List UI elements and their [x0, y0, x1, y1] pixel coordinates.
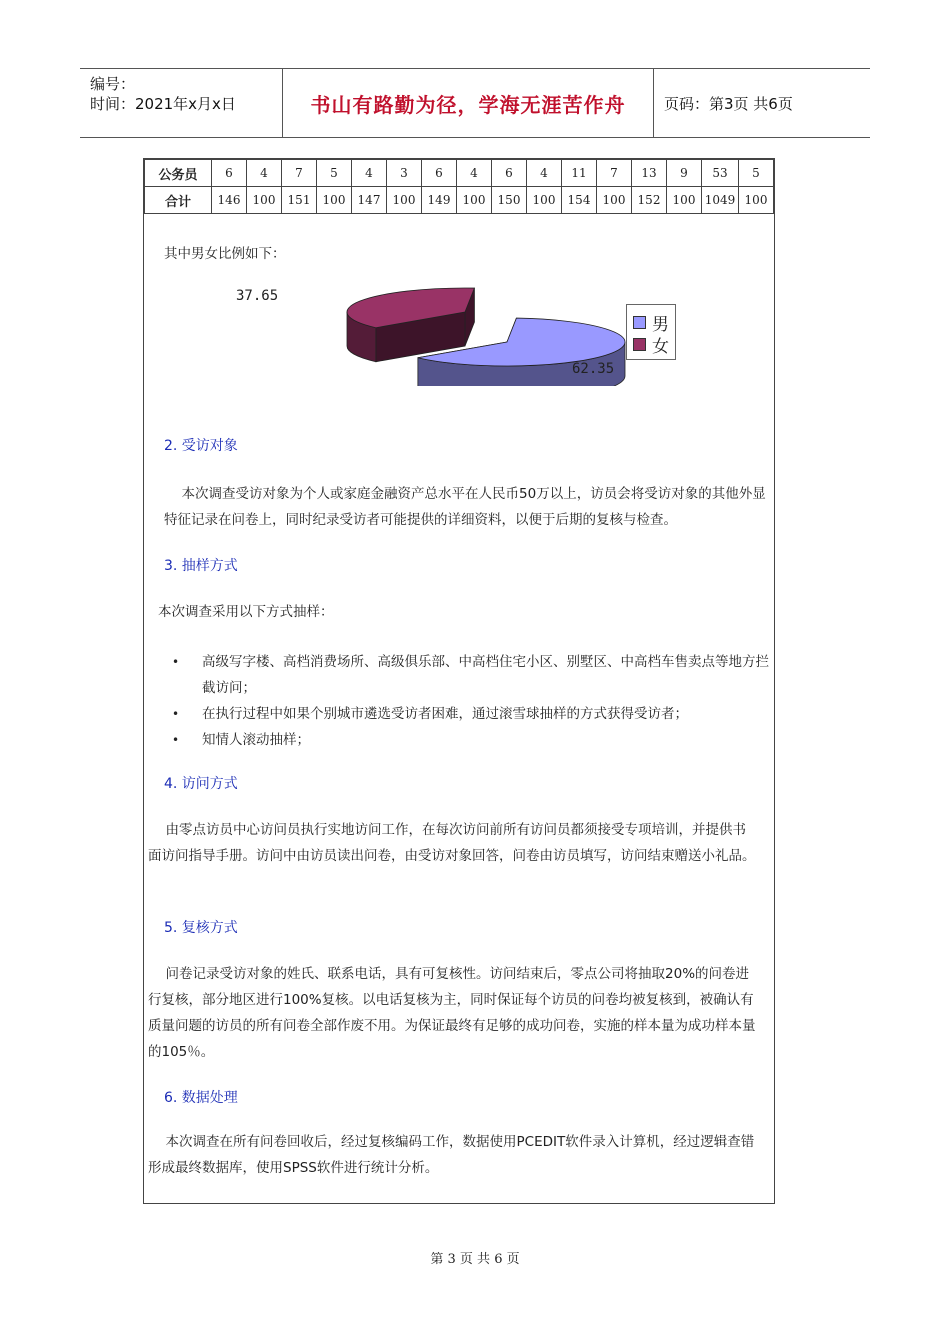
- table-cell: 100: [317, 187, 352, 214]
- table-cell: 152: [632, 187, 667, 214]
- table-cell: 100: [667, 187, 702, 214]
- table-cell: 4: [527, 160, 562, 187]
- list-item-text: 在执行过程中如果个别城市遴选受访者困难，通过滚雪球抽样的方式获得受访者；: [202, 706, 688, 722]
- pie-slice-female: [347, 288, 474, 362]
- table-cell: 4: [352, 160, 387, 187]
- motto-text: 书山有路勤为径，学海无涯苦作舟: [310, 92, 626, 117]
- bullet-icon: •: [172, 707, 180, 721]
- table-cell: 7: [597, 160, 632, 187]
- section-4-title: 4. 访问方式: [164, 776, 238, 792]
- page-header: [80, 68, 870, 138]
- section-5-body: 问卷记录受访对象的姓氏、联系电话，具有可复核性。访问结束后，零点公司将抽取20%的问卷进行复核，部分地区进行100%复核。以电话复核为主，同时保证每个访员的问卷均被复核到，被确认有质量问题的访员的所有问卷全部作废不用。为保证最终有足够的成功问卷，实施的样本量为成功样本量的105％。: [148, 966, 756, 1060]
- table-cell: 13: [632, 160, 667, 187]
- table-cell: 9: [667, 160, 702, 187]
- row-label: 合计: [145, 187, 212, 214]
- list-item: [172, 727, 772, 753]
- stats-table: [144, 159, 774, 214]
- list-item-text: 高级写字楼、高档消费场所、高级俱乐部、中高档住宅小区、别墅区、中高档车售卖点等地方拦截访问；: [202, 654, 769, 696]
- table-cell: 100: [457, 187, 492, 214]
- section-4-body: 由零点访员中心访问员执行实地访问工作，在每次访问前所有访问员都须接受专项培训，并提供书面访问指导手册。访问中由访员读出问卷，由受访对象回答，问卷由访员填写，访问结束赠送小礼品。: [148, 822, 756, 864]
- page-info: 页码：第3页 共6页: [664, 94, 793, 113]
- bullet-icon: •: [172, 733, 180, 747]
- data-label-male: 62.35: [572, 361, 615, 377]
- table-cell: 6: [212, 160, 247, 187]
- header-meta: [80, 69, 283, 137]
- data-label-female: 37.65: [236, 288, 279, 304]
- table-row: [145, 160, 774, 187]
- section-2-body: 本次调查受访对象为个人或家庭金融资产总水平在人民币50万以上，访员会将受访对象的其他外显特征记录在问卷上，同时纪录受访者可能提供的详细资料，以便于后期的复核与检查。: [164, 486, 766, 528]
- row-label: 公务员: [145, 160, 212, 187]
- time-label: 时间：2021年x月x日: [90, 95, 236, 113]
- table-cell: 6: [422, 160, 457, 187]
- table-cell: 5: [317, 160, 352, 187]
- gender-pie-chart: [222, 278, 692, 386]
- section-3-intro: 本次调查采用以下方式抽样：: [158, 604, 334, 620]
- legend-item-male: [633, 311, 669, 333]
- legend-swatch-male: [633, 316, 646, 329]
- table-cell: 4: [457, 160, 492, 187]
- table-cell: 100: [527, 187, 562, 214]
- table-cell: 1049: [702, 187, 739, 214]
- table-cell: 3: [387, 160, 422, 187]
- section-3-title: 3. 抽样方式: [164, 558, 238, 574]
- table-cell: 53: [702, 160, 739, 187]
- table-cell: 7: [282, 160, 317, 187]
- table-cell: 151: [282, 187, 317, 214]
- table-cell: 146: [212, 187, 247, 214]
- bullet-icon: •: [172, 655, 180, 669]
- legend-item-female: [633, 333, 669, 355]
- chart-legend: [626, 304, 676, 360]
- table-cell: 100: [597, 187, 632, 214]
- sampling-list: [172, 649, 772, 753]
- ratio-intro: 其中男女比例如下：: [164, 246, 286, 262]
- table-cell: 149: [422, 187, 457, 214]
- table-cell: 6: [492, 160, 527, 187]
- section-2-title: 2. 受访对象: [164, 438, 238, 454]
- page-footer: 第 3 页 共 6 页: [430, 1252, 520, 1267]
- list-item: [172, 649, 772, 701]
- list-item: [172, 701, 772, 727]
- list-item-text: 知情人滚动抽样；: [202, 732, 310, 748]
- table-cell: 100: [247, 187, 282, 214]
- table-cell: 100: [739, 187, 774, 214]
- table-cell: 11: [562, 160, 597, 187]
- table-cell: 5: [739, 160, 774, 187]
- table-cell: 4: [247, 160, 282, 187]
- section-6-body: 本次调查在所有问卷回收后，经过复核编码工作，数据使用PCEDIT软件录入计算机，经过逻辑查错形成最终数据库，使用SPSS软件进行统计分析。: [148, 1134, 755, 1176]
- legend-label-male: 男: [652, 314, 669, 335]
- section-6-title: 6. 数据处理: [164, 1090, 238, 1106]
- legend-swatch-female: [633, 338, 646, 351]
- table-cell: 150: [492, 187, 527, 214]
- table-row: [145, 187, 774, 214]
- table-cell: 154: [562, 187, 597, 214]
- section-5-title: 5. 复核方式: [164, 920, 238, 936]
- table-cell: 100: [387, 187, 422, 214]
- legend-label-female: 女: [652, 336, 669, 357]
- table-cell: 147: [352, 187, 387, 214]
- number-label: 编号：: [90, 75, 136, 93]
- header-motto-cell: [283, 69, 654, 137]
